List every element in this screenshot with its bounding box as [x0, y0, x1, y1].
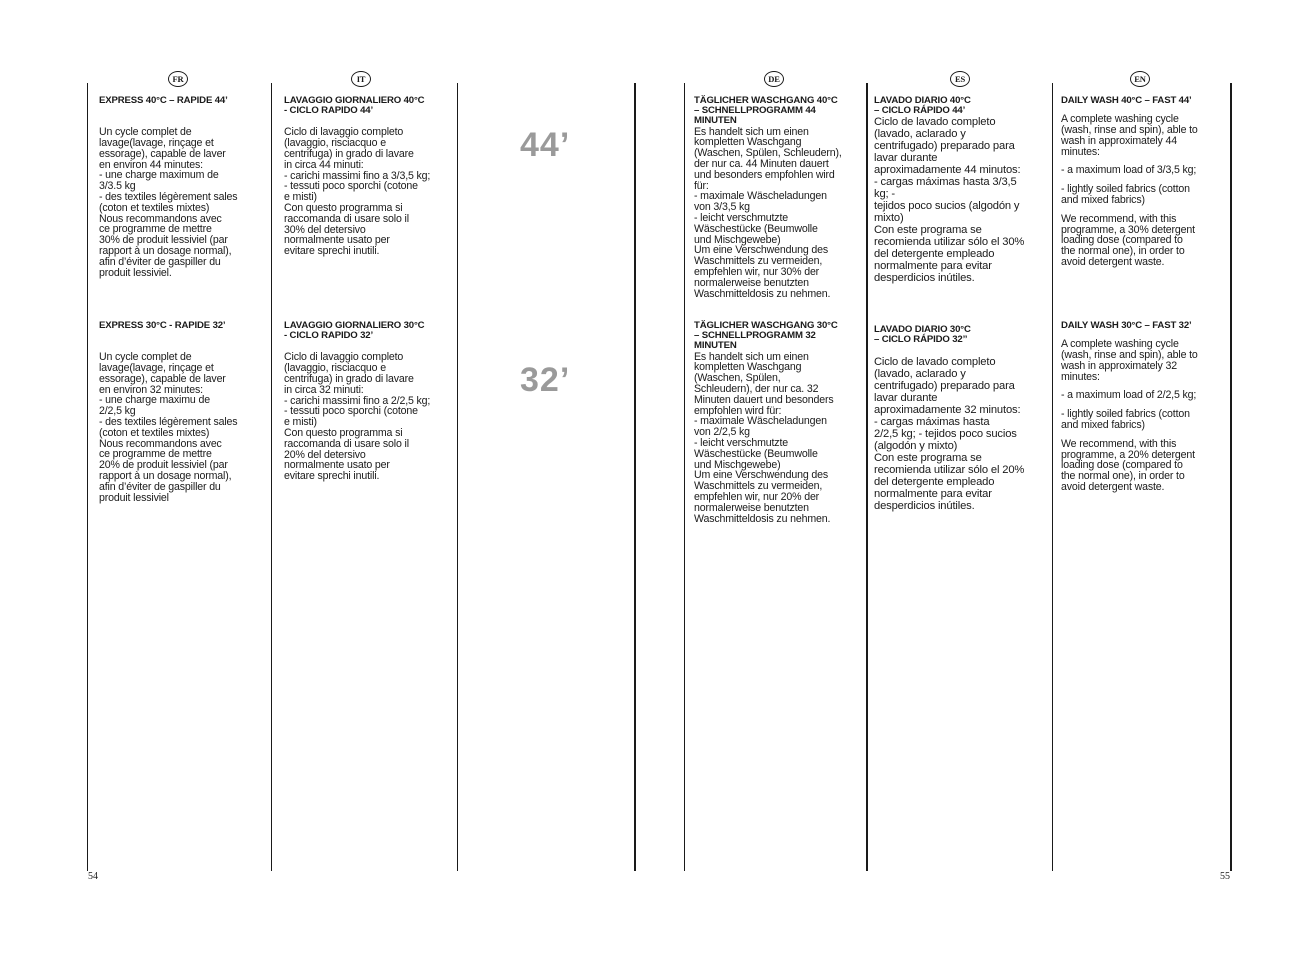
language-badge-de: DE — [764, 71, 784, 87]
fr-heading-30: EXPRESS 30°C - RAPIDE 32’ — [99, 320, 226, 331]
page-number-left: 54 — [88, 871, 98, 882]
rule-right-margin — [1230, 83, 1232, 871]
de-heading-30: TÄGLICHER WASCHGANG 30°C – SCHNELLPROGRAMM 32 MINUTEN — [694, 320, 838, 352]
en-body-40-intro: A complete washing cycle (wash, rinse and spin), able to wash in approximately 44 minutes: — [1061, 113, 1198, 158]
language-badge-en: EN — [1130, 71, 1150, 87]
page-number-right: 55 — [1220, 871, 1230, 882]
rule-page-left — [634, 83, 636, 871]
it-body-30: Ciclo di lavaggio completo (lavaggio, risciacquo e centrifuga) in grado di lavare in circa 32 minuti: - carichi massimi fino a 2/2,5 kg; - tessuti poco sporchi (cotone e misti) Con questo programma si raccomanda di usare solo il 20% del detersivo normalmente usato per evitare sprechi inutili. — [284, 351, 431, 483]
es-body-40: Ciclo de lavado completo (lavado, aclarado y centrifugado) preparado para lavar durante aproximadamente 44 minutos: - cargas máximas hasta 3/3,5 kg; - tejidos poco sucios (algodón y mixto) Con este programa se recomienda utilizar sólo el 30% del detergente empleado normalmente para evitar desperdicios inútiles. — [874, 116, 1025, 285]
time-44-label: 44’ — [520, 126, 571, 164]
rule-es-en — [1052, 83, 1053, 871]
time-32-label: 32’ — [520, 361, 571, 399]
column-fr — [99, 96, 269, 278]
column-it — [284, 96, 456, 257]
en-body-40-fabrics: - lightly soiled fabrics (cotton and mixed fabrics) — [1061, 183, 1190, 206]
en-heading-30: DAILY WASH 30°C – FAST 32’ — [1061, 320, 1192, 331]
column-it-2 — [284, 321, 456, 482]
en-body-30-fabrics: - lightly soiled fabrics (cotton and mixed fabrics) — [1061, 408, 1190, 431]
column-de-2 — [694, 321, 866, 524]
rule-it-mid — [457, 83, 458, 871]
rule-left-margin — [87, 83, 88, 871]
de-body-40: Es handelt sich um einen kompletten Waschgang (Waschen, Spülen, Schleudern), der nur ca. 44 Minuten dauert und besonders empfohlen wird für: - maximale Wäscheladungen von 3/3,5 kg - leicht verschmutzte Wäschestücke (Beumwolle und Mischgewebe) Um eine Verschwendung des Waschmittels zu vermeiden, empfehlen wir, nur 30% der normalerweise benutzten Waschmitteldosis zu nehmen. — [694, 125, 842, 300]
en-body-30-intro: A complete washing cycle (wash, rinse and spin), able to wash in approximately 32 minutes: — [1061, 338, 1198, 383]
column-de — [694, 96, 866, 299]
fr-heading-40: EXPRESS 40°C – RAPIDE 44’ — [99, 95, 228, 106]
it-heading-30: LAVAGGIO GIORNALIERO 30°C - CICLO RAPIDO 32’ — [284, 320, 425, 342]
es-heading-30: LAVADO DIARIO 30°C – CICLO RÁPIDO 32’’ — [874, 324, 971, 346]
language-badge-fr: FR — [168, 71, 188, 87]
en-body-30-dose: We recommend, with this programme, a 20% detergent loading dose (compared to the normal one), in order to avoid detergent waste. — [1061, 437, 1195, 493]
es-heading-40: LAVADO DIARIO 40°C – CICLO RÁPIDO 44’ — [874, 95, 971, 117]
column-fr-2 — [99, 321, 269, 503]
it-body-40: Ciclo di lavaggio completo (lavaggio, risciacquo e centrifuga) in grado di lavare in circa 44 minuti: - carichi massimi fino a 3/3,5 kg; - tessuti poco sporchi (cotone e misti) Con questo programma si raccomanda di usare solo il 30% del detersivo normalmente usato per evitare sprechi inutili. — [284, 126, 431, 258]
de-body-30: Es handelt sich um einen kompletten Waschgang (Waschen, Spülen, Schleudern), der nur ca. 32 Minuten dauert und besonders empfohlen wird für: - maximale Wäscheladungen von 2/2,5 kg - leicht verschmutzte Wäschestücke (Beumwolle und Mischgewebe) Um eine Verschwendung des Waschmittels zu vermeiden, empfehlen wir, nur 20% der normalerweise benutzten Waschmitteldosis zu nehmen. — [694, 350, 834, 525]
en-heading-40: DAILY WASH 40°C – FAST 44’ — [1061, 95, 1192, 106]
fr-body-30: Un cycle complet de lavage(lavage, rinçage et essorage), capable de laver en environ 32 minutes: - une charge maximu de 2/2,5 kg - des textiles légèrement sales (coton et textiles mixtes) Nous recommandons avec ce programme de mettre 20% de produit lessiviel (par rapport à un dosage normal), afin d’éviter de gaspiller du produit lessiviel — [99, 351, 238, 504]
en-body-30-load: - a maximum load of 2/2,5 kg; — [1061, 389, 1197, 402]
column-en-2 — [1061, 321, 1229, 493]
rule-mid-de — [684, 83, 685, 871]
en-body-40-load: - a maximum load of 3/3,5 kg; — [1061, 164, 1197, 177]
language-badge-it: IT — [351, 71, 371, 87]
de-heading-40: TÄGLICHER WASCHGANG 40°C – SCHNELLPROGRAMM 44 MINUTEN — [694, 95, 838, 127]
column-en — [1061, 96, 1229, 268]
it-heading-40: LAVAGGIO GIORNALIERO 40°C - CICLO RAPIDO 44’ — [284, 95, 425, 117]
language-badge-es: ES — [950, 71, 970, 87]
column-es-2 — [874, 325, 1050, 512]
rule-fr-it — [271, 83, 272, 871]
en-body-40-dose: We recommend, with this programme, a 30% detergent loading dose (compared to the normal one), in order to avoid detergent waste. — [1061, 212, 1195, 268]
column-es — [874, 96, 1050, 284]
es-body-30: Ciclo de lavado completo (lavado, aclarado y centrifugado) preparado para lavar durante aproximadamente 32 minutos: - cargas máximas hasta 2/2,5 kg; - tejidos poco sucios (algodón y mixto) Con este programa se recomienda utilizar sólo el 20% del detergente empleado normalmente para evitar desperdicios inútiles. — [874, 356, 1025, 513]
fr-body-40: Un cycle complet de lavage(lavage, rinçage et essorage), capable de laver en environ 44 minutes: - une charge maximum de 3/3.5 kg - des textiles légèrement sales (coton et textiles mixtes) Nous recommandons avec ce programme de mettre 30% de produit lessiviel (par rapport à un dosage normal), afin d’éviter de gaspiller du produit lessiviel. — [99, 126, 238, 279]
rule-de-es — [866, 83, 868, 871]
